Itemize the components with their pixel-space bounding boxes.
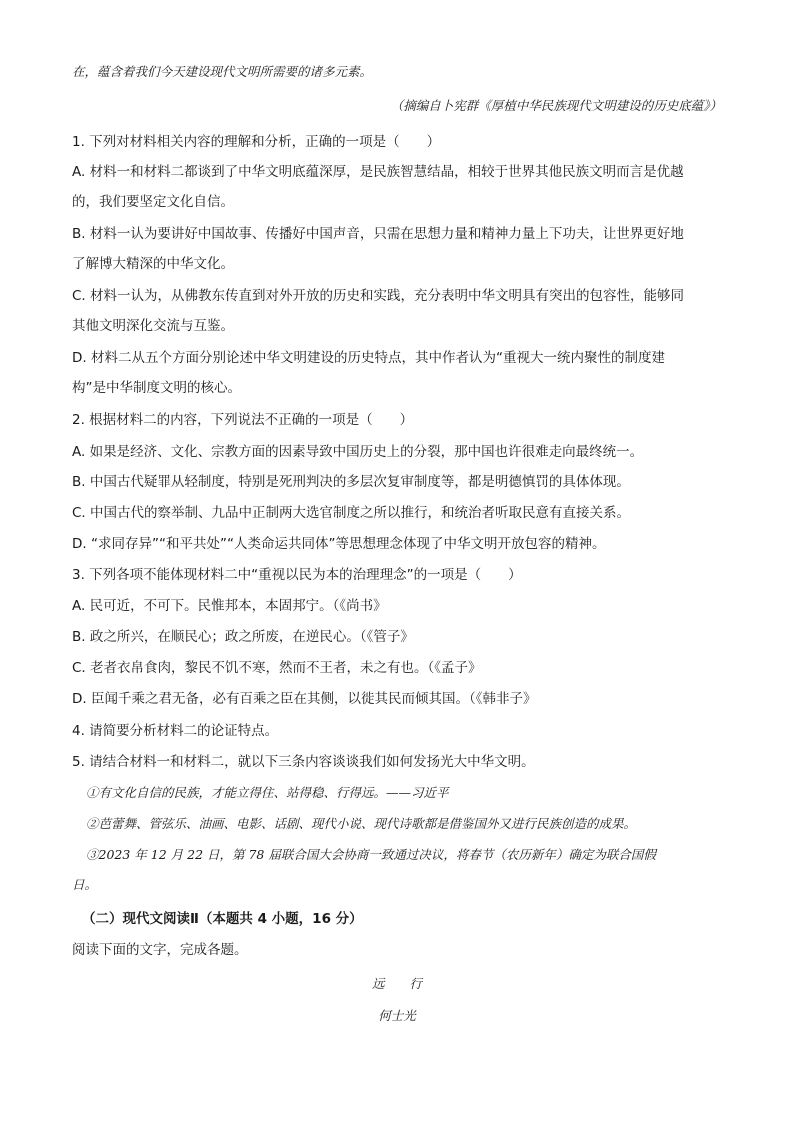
q5-item-2: ②芭蕾舞、管弦乐、油画、电影、话剧、现代小说、现代诗歌都是借鉴国外又进行民族创造的成果。 bbox=[86, 816, 637, 831]
q1-stem: 1. 下列对材料相关内容的理解和分析，正确的一项是（ ） bbox=[72, 134, 441, 150]
q2-option-d: D. “求同存异”“和平共处”“人类命运共同体”等思想理念体现了中华文明开放包容的精神。 bbox=[72, 536, 606, 552]
section-2-instruction: 阅读下面的文字，完成各题。 bbox=[72, 942, 248, 958]
q3-option-c: C. 老者衣帛食肉，黎民不饥不寒，然而不王者，未之有也。（《孟子》 bbox=[72, 660, 482, 676]
q2-option-b: B. 中国古代疑罪从轻制度，特别是死刑判决的多层次复审制度等，都是明德慎罚的具体体现。 bbox=[72, 474, 630, 490]
q5-stem: 5. 请结合材料一和材料二，就以下三条内容谈谈我们如何发扬光大中华文明。 bbox=[72, 754, 535, 770]
q1-option-d-line1: D. 材料二从五个方面分别论述中华文明建设的历史特点，其中作者认为“重视大一统内聚性的制度建 bbox=[72, 350, 665, 366]
q1-option-a-line1: A. 材料一和材料二都谈到了中华文明底蕴深厚，是民族智慧结晶，相较于世界其他民族文明而言是优越 bbox=[72, 164, 684, 180]
source-citation: （摘编自卜宪群《厚植中华民族现代文明建设的历史底蕴》） bbox=[390, 98, 722, 113]
q1-option-d-line2: 构”是中华制度文明的核心。 bbox=[72, 380, 241, 396]
article-title: 远 行 bbox=[371, 976, 422, 991]
q1-option-c-line1: C. 材料一认为，从佛教东传直到对外开放的历史和实践，充分表明中华文明具有突出的包容性，能够同 bbox=[72, 288, 685, 304]
q3-option-d: D. 臣闻千乘之君无备，必有百乘之臣在其侧，以徙其民而倾其国。（《韩非子》 bbox=[72, 691, 537, 707]
q5-item-3-line1: ③2023 年 12 月 22 日，第 78 届联合国大会协商一致通过决议，将春节（农历新年）确定为联合国假 bbox=[86, 847, 656, 862]
q3-stem: 3. 下列各项不能体现材料二中“重视以民为本的治理理念”的一项是（ ） bbox=[72, 567, 522, 583]
section-2-heading: （二）现代文阅读Ⅱ（本题共 4 小题，16 分） bbox=[82, 911, 363, 927]
q1-option-c-line2: 其他文明深化交流与互鉴。 bbox=[72, 318, 234, 334]
passage-tail: 在，蕴含着我们今天建设现代文明所需要的诸多元素。 bbox=[72, 64, 373, 79]
q5-item-3-line2: 日。 bbox=[72, 877, 98, 892]
q5-item-1: ①有文化自信的民族，才能立得住、站得稳、行得远。——习近平 bbox=[86, 785, 449, 800]
q1-option-b-line1: B. 材料一认为要讲好中国故事、传播好中国声音，只需在思想力量和精神力量上下功夫，让世界更好地 bbox=[72, 226, 684, 242]
q2-option-a: A. 如果是经济、文化、宗教方面的因素导致中国历史上的分裂，那中国也许很难走向最终统一。 bbox=[72, 444, 644, 460]
q2-stem: 2. 根据材料二的内容，下列说法不正确的一项是（ ） bbox=[72, 412, 414, 428]
q4-stem: 4. 请简要分析材料二的论证特点。 bbox=[72, 723, 279, 739]
q2-option-c: C. 中国古代的察举制、九品中正制两大选官制度之所以推行，和统治者听取民意有直接关系。 bbox=[72, 505, 631, 521]
article-author: 何士光 bbox=[378, 1008, 416, 1023]
q3-option-a: A. 民可近，不可下。民惟邦本，本固邦宁。（《尚书》 bbox=[72, 598, 387, 614]
q1-option-b-line2: 了解博大精深的中华文化。 bbox=[72, 256, 234, 272]
q3-option-b: B. 政之所兴，在顺民心；政之所废，在逆民心。（《管子》 bbox=[72, 629, 414, 645]
q1-option-a-line2: 的，我们要坚定文化自信。 bbox=[72, 194, 234, 210]
